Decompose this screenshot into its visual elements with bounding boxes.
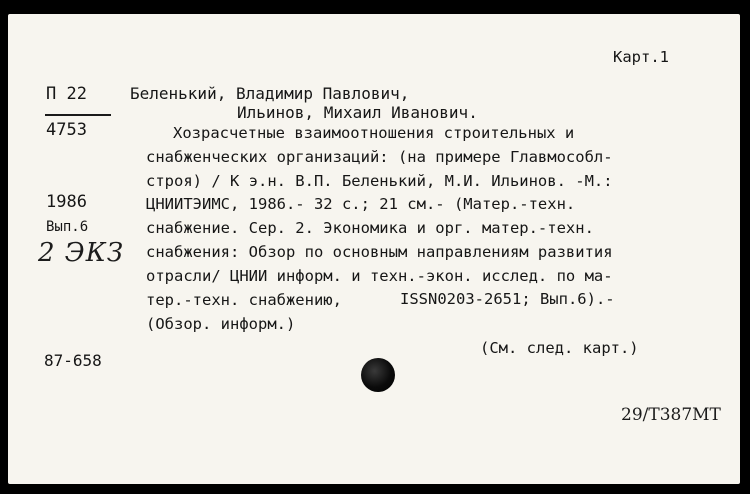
description-line-1: Хозрасчетные взаимоотношения строительных и (173, 124, 575, 142)
description-line-8: тер.-техн. снабжению, (146, 291, 342, 309)
authors-line-2: Ильинов, Михаил Иванович. (237, 103, 478, 122)
shelf-mark-rule (45, 114, 111, 116)
card-number: Карт.1 (613, 48, 669, 66)
description-line-3: строя) / К э.н. В.П. Беленький, М.И. Ильинов. -М.: (146, 172, 613, 190)
catalog-card (8, 14, 740, 484)
description-line-5: снабжение. Сер. 2. Экономика и орг. матер.-техн. (146, 219, 594, 237)
description-line-6: снабжения: Обзор по основным направлениям развития (146, 243, 613, 261)
catalog-number: 87-658 (44, 351, 102, 370)
authors-line-1: Беленький, Владимир Павлович, (130, 84, 410, 103)
description-line-2: снабженческих организаций: (на примере Главмособл- (146, 148, 613, 166)
issue: Вып.6 (46, 219, 89, 235)
issn-label: ISSN0203-2651; Вып.6).- (400, 290, 615, 308)
description-line-7: отрасли/ ЦНИИ информ. и техн.-экон. исслед. по ма- (146, 267, 613, 285)
punch-hole (361, 358, 395, 392)
handwritten-copies-mark: 2 ЭКЗ (38, 238, 125, 268)
description-line-4: ЦНИИТЭИМС, 1986.- 32 с.; 21 см.- (Матер.-техн. (146, 195, 576, 213)
stamp-number: 29/Т387МТ (621, 405, 721, 425)
year: 1986 (46, 192, 87, 212)
description-line-9: (Обзор. информ.) (146, 315, 296, 333)
continued-note: (См. след. карт.) (480, 339, 639, 357)
inventory-number: 4753 (46, 120, 87, 140)
shelf-mark: П 22 (46, 84, 87, 104)
